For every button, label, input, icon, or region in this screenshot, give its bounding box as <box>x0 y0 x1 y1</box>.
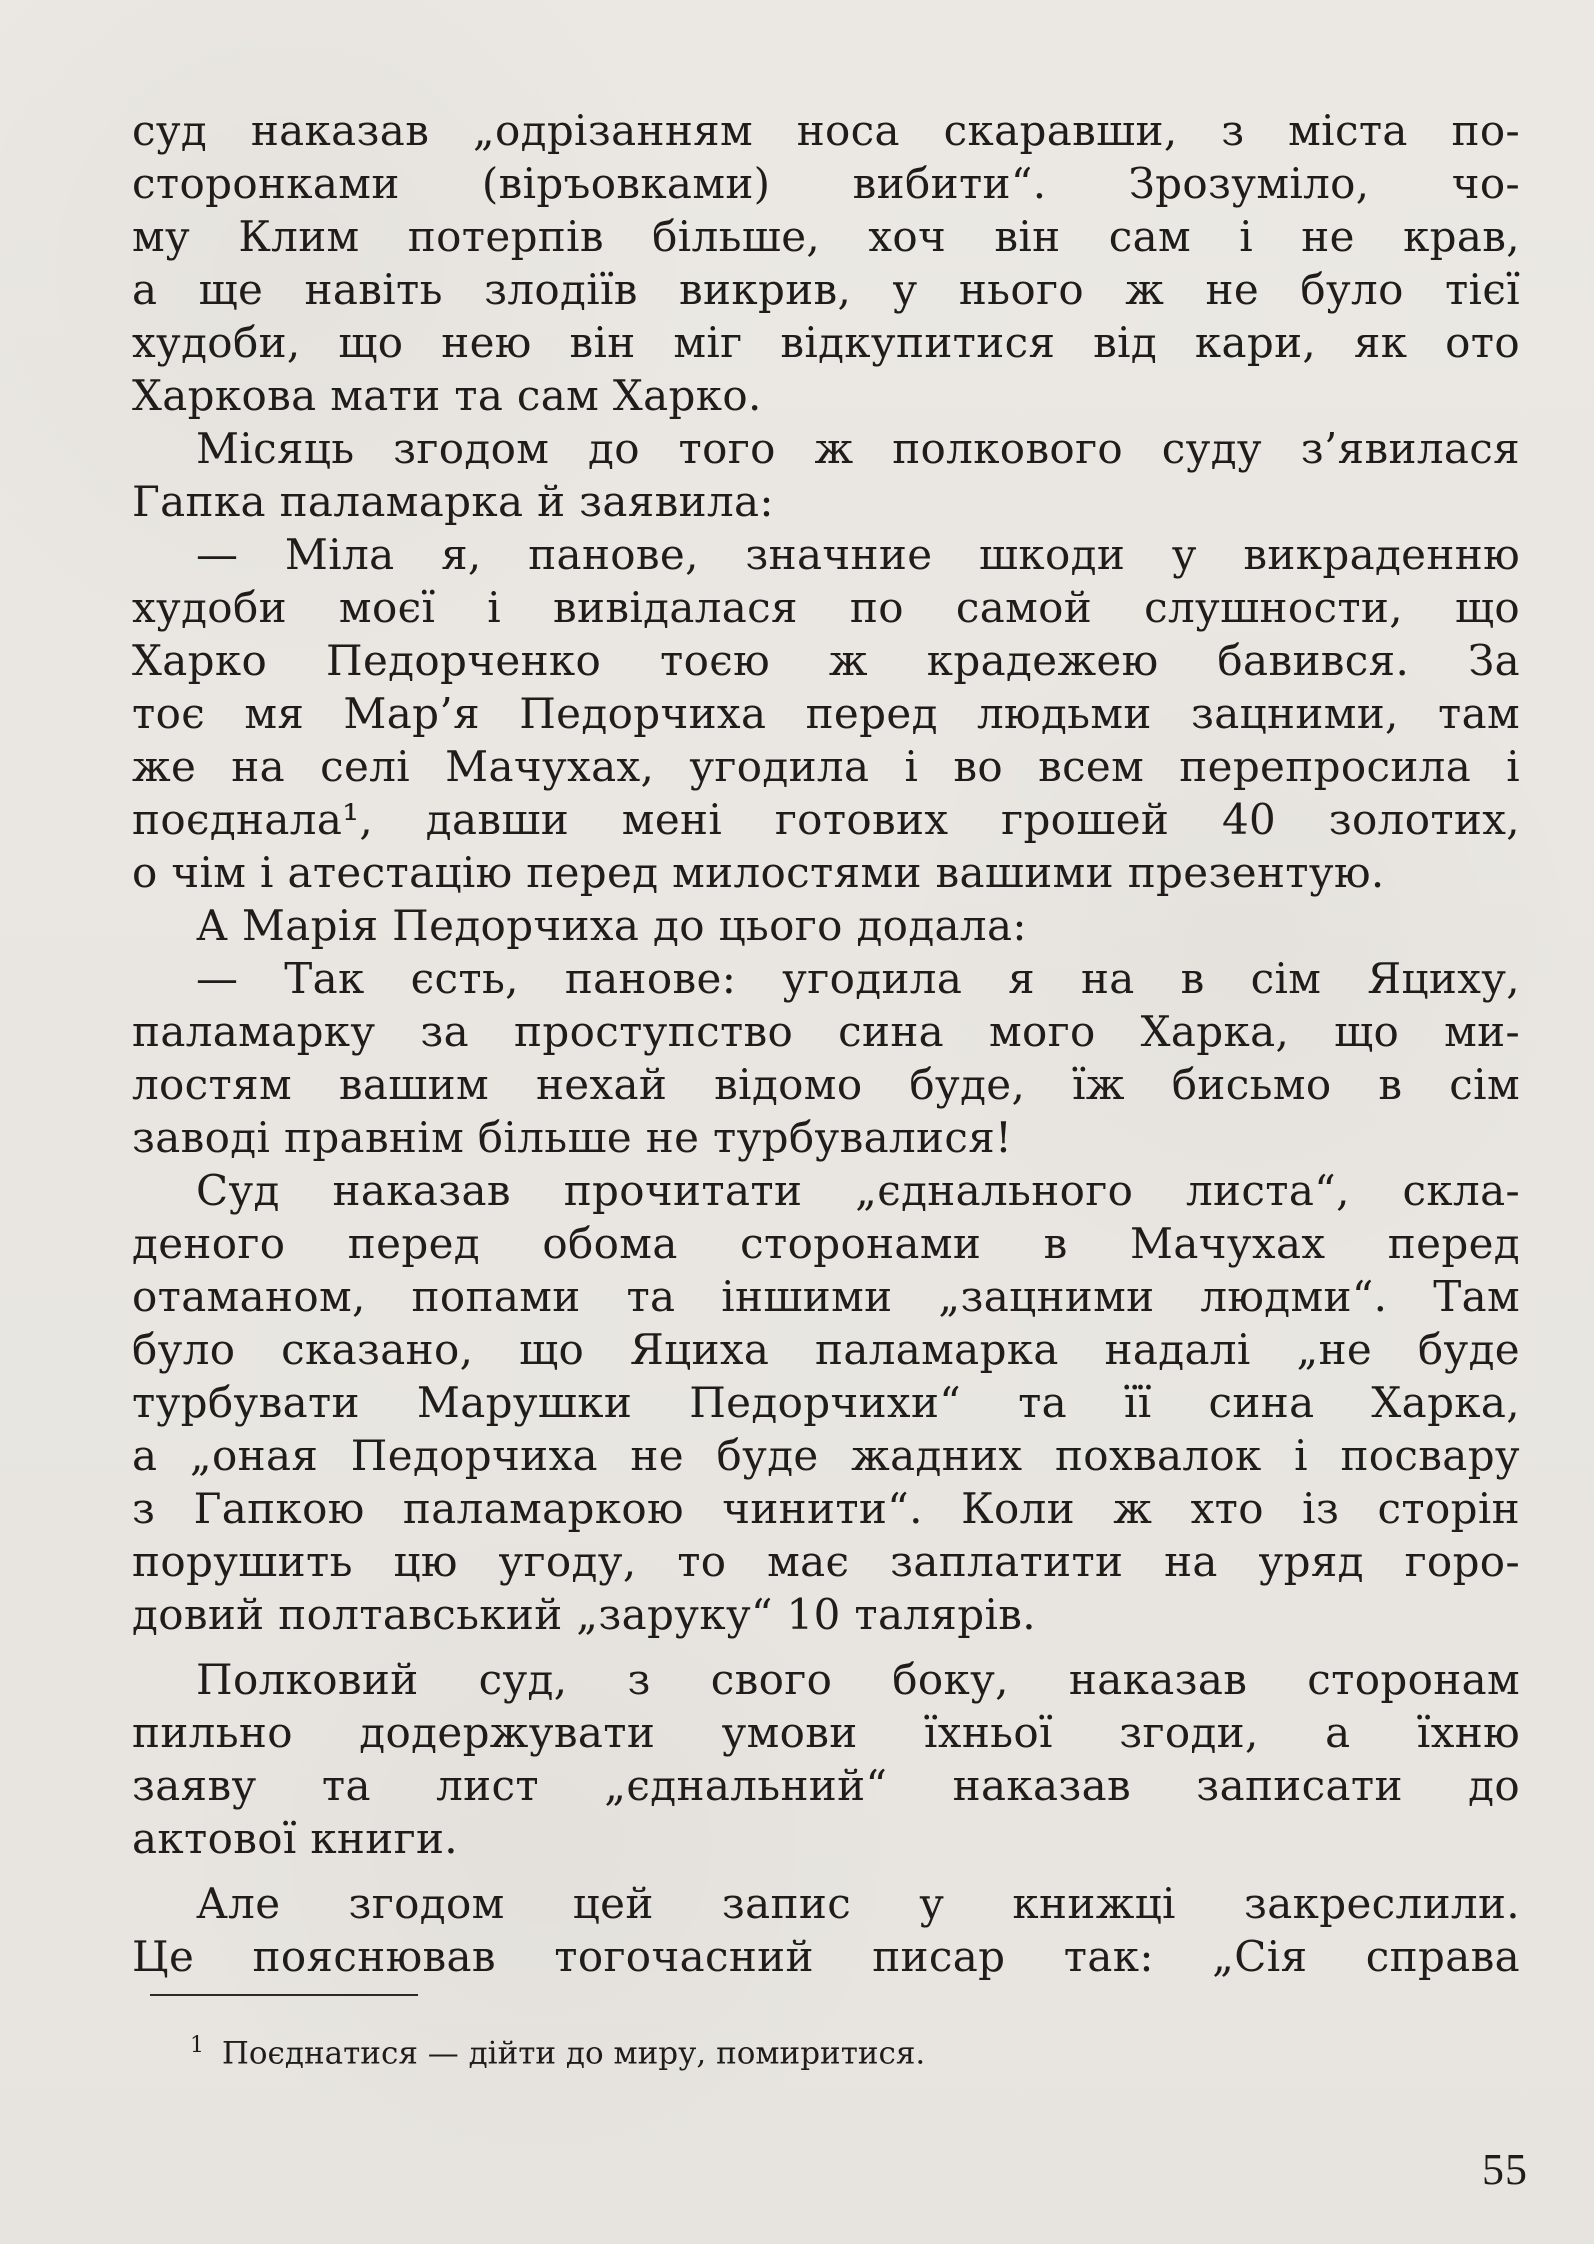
text-line-7: Місяць згодом до того ж полкового суду з’явилася <box>196 424 1520 473</box>
text-line-6: Харкова мати та сам Харко. <box>132 371 762 420</box>
text-line-12: тоє мя Мар’я Педорчиха перед людьми зацними, там <box>132 689 1520 738</box>
text-line-1: суд наказав „одрізанням носа скаравши, з міста по- <box>132 106 1520 155</box>
text-line-2: сторонками (віръовками) вибити“. Зрозуміло, чо- <box>132 159 1520 208</box>
text-line-21: Суд наказав прочитати „єднального листа“, скла- <box>196 1166 1520 1215</box>
footnote-mark: 1 <box>190 2033 204 2058</box>
text-line-9: — Міла я, панове, значние шкоди у викраденню <box>196 530 1520 579</box>
text-line-15: о чім і атестацію перед милостями вашими презентую. <box>132 848 1385 897</box>
text-line-31: пильно додержувати умови їхньої згоди, а їхню <box>132 1708 1520 1757</box>
text-line-14: поєднала¹, давши мені готових грошей 40 золотих, <box>132 795 1520 844</box>
text-line-11: Харко Педорченко тоєю ж крадежею бавився. За <box>132 636 1520 685</box>
text-line-20: заводі правнім більше не турбувалися! <box>132 1113 1013 1162</box>
text-line-10: худоби моєї і вивідалася по самой слушности, що <box>132 583 1520 632</box>
text-line-19: лостям вашим нехай відомо буде, їж бисьмо в сім <box>132 1060 1520 1109</box>
text-line-13: же на селі Мачухах, угодила і во всем перепросила і <box>132 742 1520 791</box>
text-line-18: паламарку за проступство сина мого Харка, що ми- <box>132 1007 1520 1056</box>
text-line-25: турбувати Марушки Педорчихи“ та її сина Харка, <box>132 1378 1520 1427</box>
text-line-5: худоби, що нею він міг відкупитися від кари, як ото <box>132 318 1520 367</box>
text-line-8: Гапка паламарка й заявила: <box>132 477 774 526</box>
footnote-text: Поєднатися — дійти до миру, помиритися. <box>221 2035 926 2072</box>
text-line-35: Це пояснював тогочасний писар так: „Сія справа <box>132 1932 1520 1981</box>
paragraph-gap <box>132 1641 1520 1653</box>
text-line-17: — Так єсть, панове: угодила я на в сім Яциху, <box>196 954 1520 1003</box>
text-line-22: деного перед обома сторонами в Мачухах перед <box>132 1219 1520 1268</box>
text-line-33: актової книги. <box>132 1814 459 1863</box>
paragraph-gap-2 <box>132 1865 1520 1877</box>
text-line-24: було сказано, що Яциха паламарка надалі „не буде <box>132 1325 1520 1374</box>
text-line-4: а ще навіть злодіїв викрив, у нього ж не було тієї <box>132 265 1520 314</box>
text-line-30: Полковий суд, з свого боку, наказав сторонам <box>196 1655 1520 1704</box>
footnote-divider <box>150 1994 418 1996</box>
text-line-3: му Клим потерпів більше, хоч він сам і не крав, <box>132 212 1520 261</box>
footnote <box>190 2026 925 2073</box>
text-line-29: довий полтавський „заруку“ 10 талярів. <box>132 1590 1036 1639</box>
page-number: 55 <box>1482 2145 1528 2194</box>
text-line-32: заяву та лист „єднальний“ наказав записати до <box>132 1761 1520 1810</box>
text-line-26: а „оная Педорчиха не буде жадних похвалок і посвару <box>132 1431 1520 1480</box>
text-line-27: з Гапкою паламаркою чинити“. Коли ж хто із сторін <box>132 1484 1520 1533</box>
text-line-28: порушить цю угоду, то має заплатити на уряд горо- <box>132 1537 1520 1586</box>
text-line-34: Але згодом цей запис у книжці закреслили. <box>196 1879 1520 1928</box>
text-line-23: отаманом, попами та іншими „зацними людми“. Там <box>132 1272 1520 1321</box>
main-text <box>132 104 1520 1983</box>
text-line-16: А Марія Педорчиха до цього додала: <box>196 901 1027 950</box>
